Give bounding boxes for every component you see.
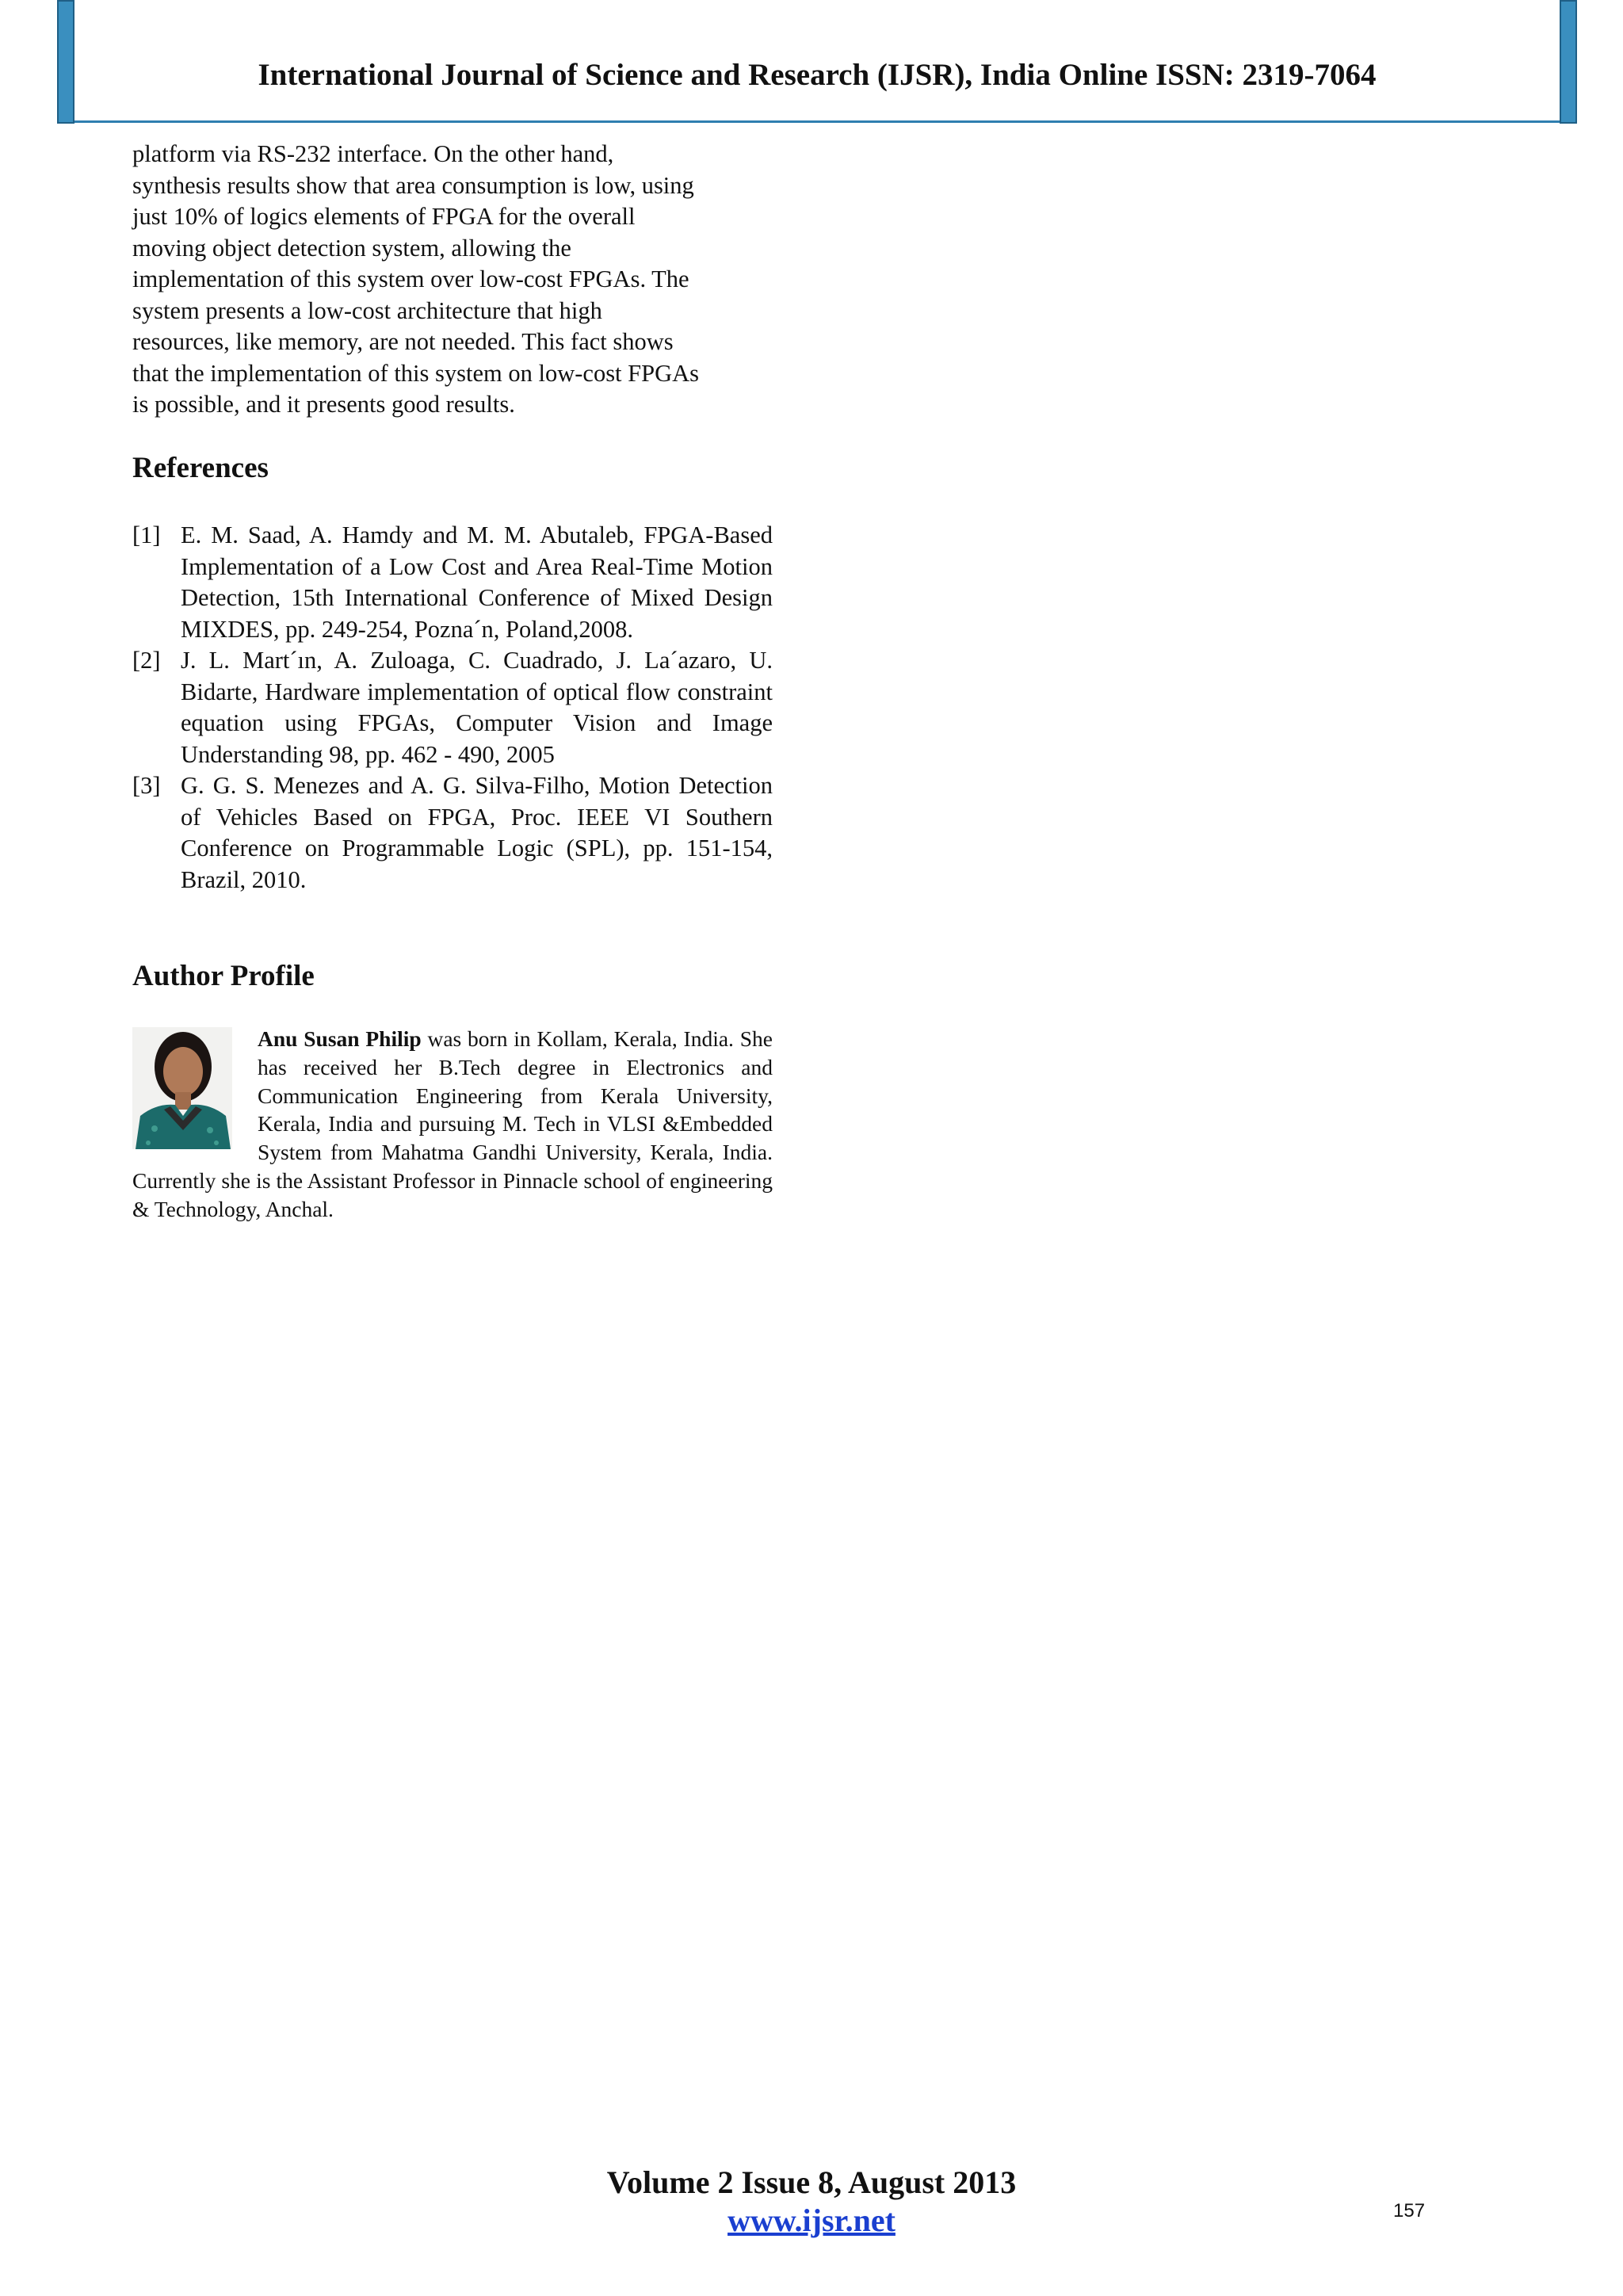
- reference-number: [2]: [132, 647, 161, 674]
- reference-text: E. M. Saad, A. Hamdy and M. M. Abutaleb, FPGA-Based Implementation of a Low Cost and Area Real-Time Motion Detection, 15th International Conference of Mixed Design MIXDES, pp. 249-254, Pozna´n, Poland,2008.: [181, 521, 773, 643]
- author-portrait-icon: [132, 1027, 232, 1149]
- text-line: implementation of this system over low-cost FPGAs. The: [132, 266, 689, 292]
- reference-item: [132, 520, 773, 645]
- references-section: [132, 453, 773, 484]
- author-profile-section: [132, 961, 773, 992]
- text-line: platform via RS-232 interface. On the other hand,: [132, 140, 614, 167]
- references-heading: References: [132, 452, 269, 484]
- references-list: [132, 520, 773, 896]
- reference-item: [132, 645, 773, 770]
- reference-item: [132, 770, 773, 896]
- author-name: Anu Susan Philip: [258, 1026, 422, 1051]
- text-line: just 10% of logics elements of FPGA for the overall: [132, 203, 636, 230]
- text-line: is possible, and it presents good results.: [132, 391, 515, 418]
- page-number: 157: [1393, 2200, 1426, 2222]
- author-bio: [132, 1025, 773, 1224]
- header-accent-bar-right: [1560, 0, 1577, 124]
- header-accent-bar-left: [57, 0, 74, 124]
- author-profile-heading: Author Profile: [132, 960, 315, 992]
- text-line: moving object detection system, allowing the: [132, 234, 571, 262]
- text-line: resources, like memory, are not needed. This fact shows: [132, 328, 674, 355]
- header-rule: [74, 120, 1560, 123]
- text-line: system presents a low-cost architecture that high: [132, 296, 602, 324]
- author-photo: [132, 1027, 232, 1149]
- reference-number: [3]: [132, 772, 161, 799]
- text-line: that the implementation of this system on low-cost FPGAs: [132, 359, 700, 387]
- volume-issue: Volume 2 Issue 8, August 2013: [606, 2164, 1017, 2200]
- author-bio-text: was born in Kollam, Kerala, India. She has received her B.Tech degree in Electronics and Communication Engineering from Kerala University, Kerala, India and pursuing M. Tech in VLSI &Embedded System from Mahatma Gandhi University, Kerala, India. Currently she is the Assistant Professor in Pinnacle school of engineering & Technology, Anchal.: [132, 1026, 773, 1221]
- conclusion-paragraph: [132, 139, 773, 421]
- text-line: synthesis results show that area consumption is low, using: [132, 171, 694, 199]
- reference-text: G. G. S. Menezes and A. G. Silva-Filho, Motion Detection of Vehicles Based on FPGA, Proc. IEEE VI Southern Conference on Programmable Logic (SPL), pp. 151-154, Brazil, 2010.: [181, 772, 773, 893]
- journal-url-link[interactable]: www.ijsr.net: [727, 2202, 896, 2238]
- journal-title: International Journal of Science and Research (IJSR), India Online ISSN: 2319-7064: [258, 58, 1377, 92]
- reference-number: [1]: [132, 521, 161, 548]
- reference-text: J. L. Mart´ın, A. Zuloaga, C. Cuadrado, J. La´azaro, U. Bidarte, Hardware implementation of optical flow constraint equation using FPGAs, Computer Vision and Image Understanding 98, pp. 462 - 490, 2005: [181, 647, 773, 768]
